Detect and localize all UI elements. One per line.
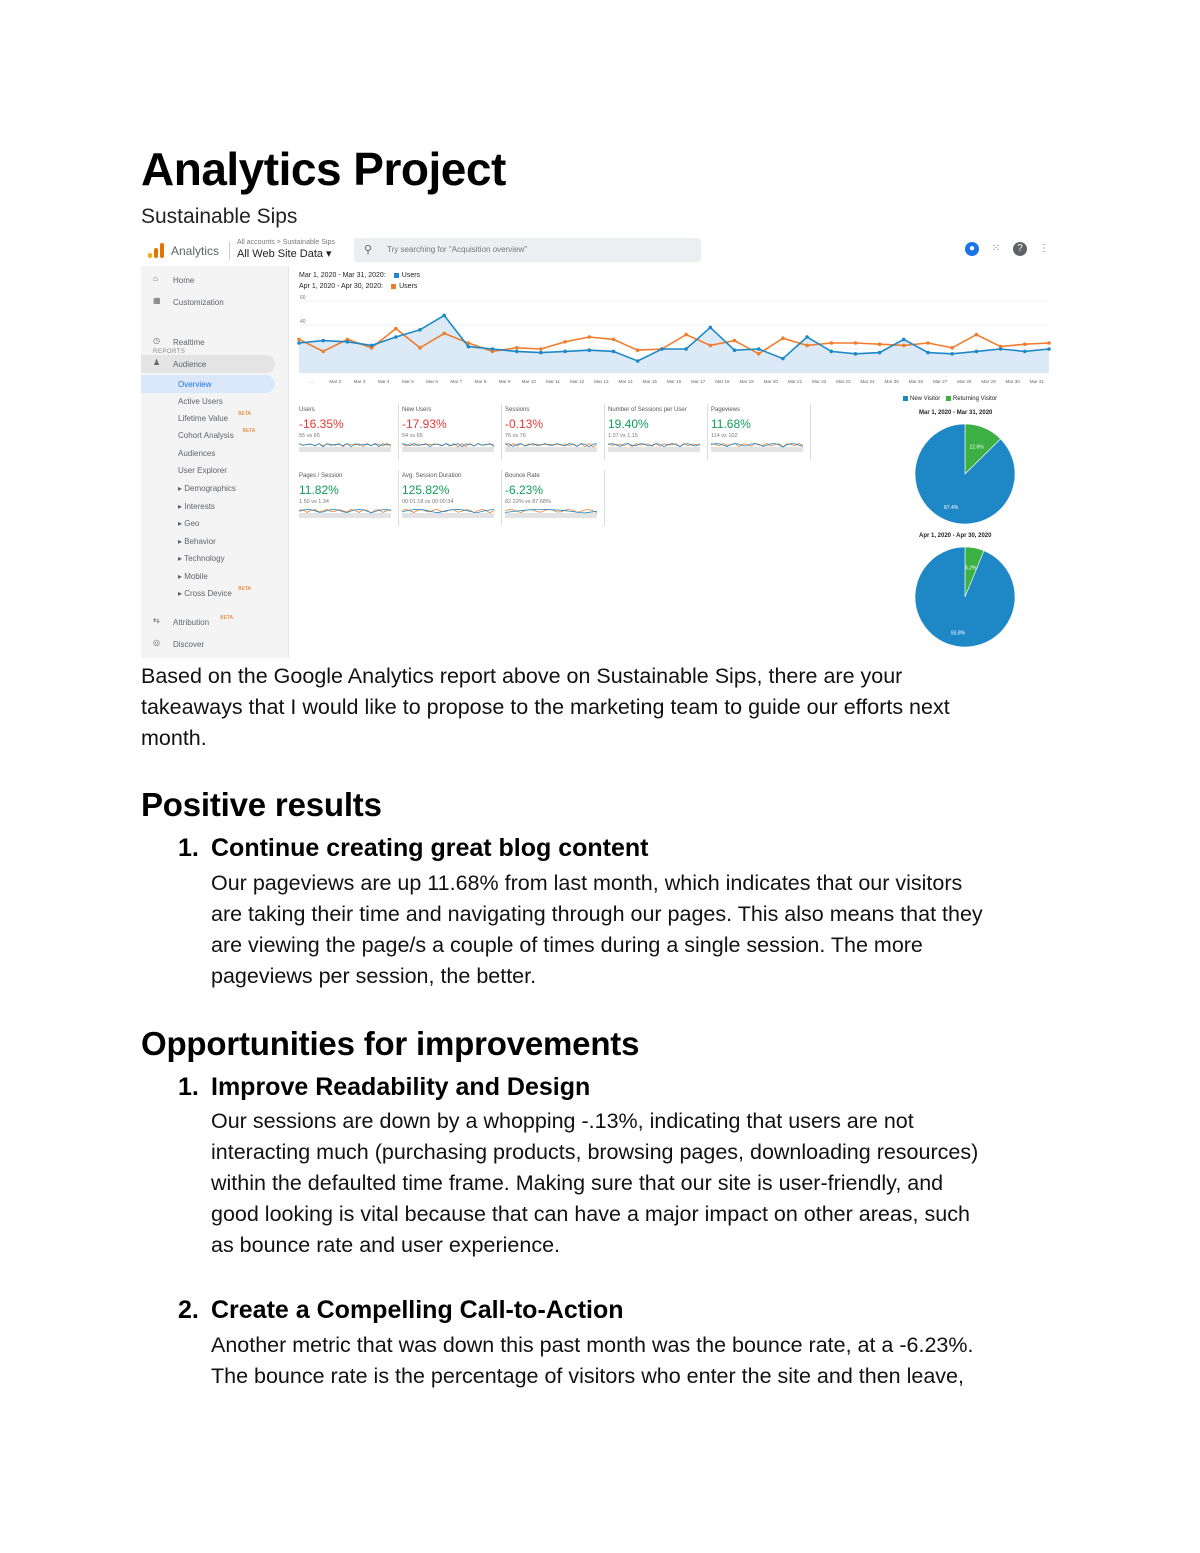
data-point[interactable]	[926, 341, 930, 345]
x-tick-label: Mar 2	[329, 379, 342, 384]
body-line: interacting much (purchasing products, browsing pages, downloading resources)	[211, 1140, 979, 1164]
pie-legend-returning-swatch	[946, 396, 951, 401]
sidebar-item-audiences[interactable]	[141, 444, 289, 462]
sidebar-item-label: Audiences	[178, 449, 216, 458]
sparkline-area	[402, 513, 494, 518]
metric-label: Pages / Session	[299, 473, 343, 479]
sidebar-item-label: Active Users	[178, 397, 223, 406]
beta-badge: BETA	[242, 428, 256, 434]
sidebar-item-label: ▸ Behavior	[178, 537, 216, 546]
metric-value: -17.93%	[402, 417, 447, 431]
sidebar-item-label: Cohort Analysis	[178, 431, 234, 440]
metric-value: 19.40%	[608, 417, 649, 431]
pie1-title: Mar 1, 2020 - Mar 31, 2020	[919, 410, 993, 416]
metric-card[interactable]	[505, 404, 605, 460]
sidebar-item-discover[interactable]	[141, 635, 289, 653]
x-tick-label: Mar 25	[884, 379, 899, 384]
body-line: Our pageviews are up 11.68% from last month, which indicates that our visitors	[211, 871, 963, 895]
sidebar-item-label: ▸ Mobile	[178, 572, 208, 581]
x-tick-label: Mar 15	[642, 379, 657, 384]
metric-label: New Users	[402, 407, 432, 413]
x-tick-label: Mar 22	[812, 379, 827, 384]
ga-divider	[229, 242, 230, 260]
document-title: Analytics Project	[141, 143, 506, 195]
ga-app-name: Analytics	[171, 244, 220, 258]
sidebar-item-cohort-analysis[interactable]	[141, 426, 289, 444]
data-point[interactable]	[297, 338, 301, 342]
metric-comparison: 55 vs 65	[299, 433, 320, 439]
metric-sparkline	[505, 440, 597, 452]
x-tick-label: Mar 17	[691, 379, 706, 384]
body-line: are taking their time and navigating through our pages. This also means that they	[211, 902, 983, 926]
metric-value: 11.68%	[711, 417, 751, 431]
sidebar-item-mobile[interactable]	[141, 567, 289, 585]
list-item-title: Create a Compelling Call-to-Action	[211, 1296, 624, 1324]
legend-current-series: Users	[401, 272, 421, 279]
sidebar-icon: ⇆	[153, 616, 160, 625]
legend-previous-swatch	[391, 284, 396, 289]
sidebar-item-user-explorer[interactable]	[141, 461, 289, 479]
sidebar-item-label: ▸ Cross Device	[178, 589, 232, 598]
pie-legend-returning-label: Returning Visitor	[952, 396, 998, 403]
metric-label: Bounce Rate	[505, 473, 540, 479]
beta-badge: BETA	[238, 586, 251, 592]
x-tick-label: Mar 10	[521, 379, 536, 384]
improvement-item-2-title	[178, 1296, 624, 1325]
metric-sparkline	[299, 506, 391, 518]
metric-value: -16.35%	[299, 417, 344, 431]
legend-previous-series: Users	[399, 283, 418, 290]
metric-value: -0.13%	[505, 417, 544, 431]
data-point[interactable]	[878, 342, 882, 346]
x-tick-label: ...	[309, 379, 314, 384]
data-point[interactable]	[950, 346, 954, 350]
analytics-logo-icon	[147, 242, 165, 260]
data-point[interactable]	[588, 335, 592, 339]
beta-badge: BETA	[238, 411, 251, 417]
x-tick-label: Mar 16	[666, 379, 682, 384]
list-number: 1.	[178, 1073, 199, 1101]
data-point[interactable]	[830, 341, 834, 345]
pie-data-label: 12.6%	[969, 444, 984, 451]
sidebar-item-label: Home	[173, 276, 195, 285]
x-tick-label: Mar 11	[546, 379, 560, 384]
sidebar-item-technology[interactable]	[141, 549, 289, 567]
x-tick-label: Mar 8	[474, 379, 487, 384]
sidebar-item-label: ▸ Geo	[178, 519, 200, 528]
legend-current-range-text: Mar 1, 2020 - Mar 31, 2020:	[299, 272, 386, 279]
data-point[interactable]	[926, 351, 930, 355]
metric-comparison: 114 vs 102	[711, 433, 738, 439]
data-point[interactable]	[757, 352, 761, 356]
search-icon: ⚲	[364, 244, 373, 256]
metric-value: 125.82%	[402, 483, 450, 497]
legend-previous-range	[299, 283, 417, 290]
data-point[interactable]	[370, 344, 374, 348]
x-tick-label: Mar 7	[450, 379, 463, 384]
metric-label: Users	[299, 407, 315, 413]
data-point[interactable]	[442, 314, 446, 318]
data-point[interactable]	[902, 338, 906, 342]
sidebar-item-label: Lifetime Value	[178, 414, 229, 423]
data-point[interactable]	[418, 328, 422, 332]
data-point[interactable]	[563, 350, 567, 354]
data-point[interactable]	[321, 339, 325, 343]
notifications-icon[interactable]: ●	[965, 242, 979, 256]
sidebar-icon: ♟	[153, 358, 161, 367]
metric-card[interactable]	[711, 404, 811, 460]
data-point[interactable]	[854, 352, 858, 356]
ga-account-path[interactable]: All accounts > Sustainable Sips	[237, 239, 335, 246]
sidebar-icon: ▦	[153, 296, 161, 305]
sparkline-series	[505, 510, 597, 513]
ga-view-selector[interactable]: All Web Site Data ▾	[237, 248, 332, 260]
section-heading-improvements: Opportunities for improvements	[141, 1025, 640, 1062]
sparkline-area	[299, 447, 391, 452]
intro-paragraph	[141, 661, 950, 754]
pie-legend-new-swatch	[903, 396, 908, 401]
data-point[interactable]	[805, 335, 809, 339]
sidebar-reports-label: REPORTS	[153, 349, 186, 355]
metric-sparkline	[299, 440, 391, 452]
sidebar-item-label: ▸ Demographics	[178, 484, 236, 493]
help-icon[interactable]: ?	[1013, 242, 1027, 256]
y-tick-label: 60	[300, 295, 306, 301]
data-point[interactable]	[636, 348, 640, 352]
x-tick-label: Mar 28	[957, 379, 972, 384]
list-number: 1.	[178, 834, 199, 862]
data-point[interactable]	[684, 347, 688, 351]
sidebar-item-cross-device[interactable]	[141, 584, 289, 602]
data-point[interactable]	[975, 333, 979, 337]
sidebar-item-label: User Explorer	[178, 466, 227, 475]
data-point[interactable]	[733, 339, 737, 343]
metric-sparkline	[608, 440, 700, 452]
x-tick-label: Mar 21	[787, 379, 803, 384]
metric-label: Number of Sessions per User	[608, 407, 687, 413]
pie-chart-april	[910, 542, 1020, 652]
data-point[interactable]	[418, 346, 422, 350]
x-tick-label: Mar 9	[498, 379, 511, 384]
sidebar-item-label: ▸ Technology	[178, 554, 225, 563]
sparkline-area	[608, 447, 700, 452]
ga-main-panel	[293, 266, 1059, 658]
data-point[interactable]	[636, 359, 640, 363]
x-tick-label: Mar 26	[908, 379, 924, 384]
sidebar-item-lifetime-value[interactable]	[141, 409, 289, 427]
data-point[interactable]	[902, 344, 906, 348]
sidebar-item-audience[interactable]	[141, 355, 275, 373]
x-tick-label: Mar 27	[932, 379, 948, 384]
sidebar-item-home[interactable]	[141, 271, 289, 289]
sidebar-item-label: Attribution	[173, 618, 210, 627]
metric-card[interactable]	[608, 404, 708, 460]
x-tick-label: Mar 29	[981, 379, 996, 384]
intro-line: takeaways that I would like to propose to the marketing team to guide our efforts next	[141, 695, 950, 719]
metric-label: Avg. Session Duration	[402, 473, 462, 479]
data-point[interactable]	[709, 344, 713, 348]
improvement-item-1-body	[211, 1106, 1071, 1261]
metric-sparkline	[402, 506, 494, 518]
data-point[interactable]	[660, 347, 664, 351]
data-point[interactable]	[1047, 341, 1051, 345]
x-tick-label: Mar 14	[618, 379, 633, 384]
data-point[interactable]	[709, 326, 713, 330]
data-point[interactable]	[854, 341, 858, 345]
metric-comparison: 00:01:18 vs 00:00:34	[402, 499, 454, 505]
list-number: 2.	[178, 1296, 199, 1324]
intro-line: month.	[141, 726, 207, 750]
sidebar-item-active-users[interactable]	[141, 392, 289, 410]
sparkline-area	[402, 447, 494, 452]
data-point[interactable]	[297, 341, 301, 345]
ga-sidebar	[141, 266, 289, 658]
metric-sparkline	[711, 440, 803, 452]
data-point[interactable]	[733, 348, 737, 352]
data-point[interactable]	[563, 340, 567, 344]
ga-search-placeholder: Try searching for "Acquisition overview"	[387, 245, 528, 254]
apps-grid-icon[interactable]: ⁙	[991, 243, 1001, 254]
pie-data-label: 6.2%	[965, 565, 977, 572]
x-tick-label: Mar 5	[402, 379, 414, 384]
list-item-title: Improve Readability and Design	[211, 1073, 591, 1101]
data-point[interactable]	[805, 344, 809, 348]
more-vert-icon[interactable]: ⋮	[1039, 243, 1049, 254]
x-tick-label: Mar 12	[570, 379, 585, 384]
improvement-item-1-title	[178, 1073, 590, 1102]
x-tick-label: Mar 31	[1029, 379, 1045, 384]
metric-comparison: 1.37 vs 1.15	[608, 433, 638, 439]
data-point[interactable]	[539, 351, 543, 355]
body-line: good looking is vital because that can have a major impact on other areas, such	[211, 1202, 970, 1226]
sidebar-item-attribution[interactable]	[141, 613, 289, 631]
sidebar-item-interests[interactable]	[141, 497, 289, 515]
sidebar-item-behavior[interactable]	[141, 532, 289, 550]
metric-value: 11.82%	[299, 483, 339, 497]
x-tick-label: Mar 23	[836, 379, 851, 384]
sidebar-icon: ◎	[153, 638, 160, 647]
y-tick-label: 40	[300, 319, 306, 325]
metric-card[interactable]	[299, 470, 399, 526]
sidebar-item-overview[interactable]	[141, 375, 275, 393]
data-point[interactable]	[515, 350, 519, 354]
body-line: pageviews per session, the better.	[211, 964, 537, 988]
intro-line: Based on the Google Analytics report above on Sustainable Sips, there are your	[141, 664, 903, 688]
metric-value: -6.23%	[505, 483, 544, 497]
data-point[interactable]	[491, 347, 495, 351]
body-line: are viewing the page/s a couple of times during a single session. The more	[211, 933, 923, 957]
data-point[interactable]	[878, 351, 882, 355]
metric-comparison: 54 vs 65	[402, 433, 423, 439]
sparkline-area	[299, 513, 391, 518]
x-tick-label: Mar 30	[1005, 379, 1020, 384]
legend-previous-range-text: Apr 1, 2020 - Apr 30, 2020:	[299, 283, 384, 290]
positive-item-1-body	[211, 868, 1071, 992]
sidebar-icon: ⌂	[153, 274, 158, 283]
analytics-screenshot	[141, 236, 1059, 658]
data-point[interactable]	[612, 350, 616, 354]
data-point[interactable]	[1023, 350, 1027, 354]
data-point[interactable]	[346, 340, 350, 344]
legend-current-swatch	[394, 273, 399, 278]
x-tick-label: Mar 19	[739, 379, 754, 384]
data-point[interactable]	[684, 333, 688, 337]
sparkline-area	[505, 513, 597, 518]
data-point[interactable]	[588, 348, 592, 352]
sidebar-item-geo[interactable]	[141, 514, 289, 532]
sidebar-item-demographics[interactable]	[141, 479, 289, 497]
pie-chart-march	[910, 419, 1020, 529]
ga-topbar	[141, 236, 1059, 266]
pie-data-label: 93.8%	[950, 630, 966, 637]
data-point[interactable]	[781, 357, 785, 361]
x-tick-label: Mar 24	[860, 379, 875, 384]
legend-current-range	[299, 272, 420, 279]
sidebar-item-label: ▸ Interests	[178, 502, 215, 511]
data-point[interactable]	[515, 346, 519, 350]
data-point[interactable]	[781, 336, 785, 340]
sidebar-item-label: Customization	[173, 298, 224, 307]
metric-label: Sessions	[505, 407, 530, 413]
data-point[interactable]	[950, 352, 954, 356]
metric-card[interactable]	[402, 470, 502, 526]
metric-card[interactable]	[299, 404, 399, 460]
sparkline-area	[711, 447, 803, 452]
x-tick-label: Mar 20	[763, 379, 778, 384]
x-tick-label: Mar 13	[594, 379, 609, 384]
positive-item-1-title	[178, 834, 649, 863]
sidebar-item-customization[interactable]	[141, 293, 289, 311]
metric-card[interactable]	[505, 470, 605, 526]
metric-label: Pageviews	[711, 407, 741, 413]
metric-card[interactable]	[402, 404, 502, 460]
metric-sparkline	[402, 440, 494, 452]
data-point[interactable]	[1023, 342, 1027, 346]
metric-sparkline	[505, 506, 597, 518]
x-tick-label: Mar 3	[353, 379, 366, 384]
body-line: as bounce rate and user experience.	[211, 1233, 561, 1257]
pie-legend	[903, 396, 997, 402]
metric-comparison: 82.22% vs 87.68%	[505, 499, 551, 505]
body-line: Another metric that was down this past month was the bounce rate, at a -6.23%.	[211, 1333, 974, 1357]
sidebar-item-label: Discover	[173, 640, 205, 649]
sidebar-icon: ◷	[153, 336, 160, 345]
body-line: Our sessions are down by a whopping -.13%, indicating that users are not	[211, 1109, 914, 1133]
x-tick-label: Mar 6	[426, 379, 438, 384]
sparkline-area	[505, 447, 597, 452]
data-point[interactable]	[394, 327, 398, 331]
document-subtitle: Sustainable Sips	[141, 205, 298, 228]
pie-legend-new-label: New Visitor	[910, 396, 941, 403]
body-line: The bounce rate is the percentage of visitors who enter the site and then leave,	[211, 1364, 964, 1388]
data-point[interactable]	[539, 347, 543, 351]
pie2-title: Apr 1, 2020 - Apr 30, 2020	[919, 533, 992, 539]
improvement-item-2-body	[211, 1330, 1071, 1392]
data-point[interactable]	[394, 335, 398, 339]
sidebar-item-label: Audience	[173, 360, 207, 369]
data-point[interactable]	[1047, 347, 1051, 351]
data-point[interactable]	[612, 338, 616, 342]
x-tick-label: Mar 4	[377, 379, 390, 384]
sidebar-item-label: Overview	[178, 380, 212, 389]
data-point[interactable]	[999, 347, 1003, 351]
x-tick-label: Mar 18	[715, 379, 730, 384]
data-point[interactable]	[757, 347, 761, 351]
beta-badge: BETA	[220, 615, 233, 621]
data-point[interactable]	[442, 332, 446, 336]
data-point[interactable]	[830, 350, 834, 354]
body-line: within the defaulted time frame. Making sure that our site is user-friendly, and	[211, 1171, 944, 1195]
data-point[interactable]	[321, 350, 325, 354]
metric-comparison: 1.50 vs 1.34	[299, 499, 329, 505]
section-heading-positive: Positive results	[141, 786, 382, 823]
data-point[interactable]	[467, 345, 471, 349]
metric-comparison: 76 vs 76	[505, 433, 526, 439]
ga-search-input[interactable]	[354, 238, 701, 262]
sidebar-item-label: Realtime	[173, 338, 205, 347]
ga-toolbar-icons	[965, 242, 1051, 256]
list-item-title: Continue creating great blog content	[211, 834, 649, 862]
data-point[interactable]	[975, 350, 979, 354]
pie-data-label: 87.4%	[944, 505, 959, 512]
